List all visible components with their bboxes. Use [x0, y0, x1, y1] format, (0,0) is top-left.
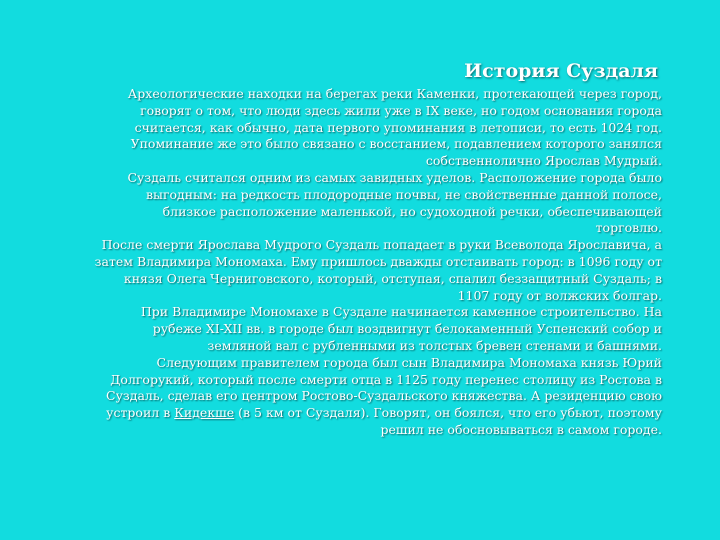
text-line: выгодным: на редкость плодородные почвы, не свойственные данной полосе, [145, 186, 662, 202]
text-line: рубеже XI-XII вв. в городе был воздвигнут белокаменный Успенский собор и [152, 321, 662, 337]
text-line: собственнолично Ярослав Мудрый. [425, 153, 662, 169]
text-line: Суздаль считался одним из самых завидных уделов. Расположение города было [127, 169, 662, 185]
text-line: При Владимире Мономахе в Суздале начинается каменное строительство. На [140, 304, 662, 320]
text-line: близкое расположение маленькой, но судоходной речки, обеспечивающей [162, 203, 662, 219]
body-text [42, 86, 662, 439]
text-line: Археологические находки на берегах реки Каменки, протекающей через город, [127, 86, 662, 101]
page-title: История Суздаля [464, 60, 658, 82]
text-line: говорят о том, что люди здесь жили уже в IX веке, но годом основания города [140, 102, 662, 118]
text-line: 1107 году от волжских болгар. [457, 287, 662, 303]
text-fragment: устроил в [106, 405, 175, 421]
text-line: решил не обосновываться в самом городе. [380, 421, 662, 437]
text-line: земляной вал с рубленными из толстых бревен стенами и башнями. [207, 337, 662, 353]
text-line-with-link [42, 405, 662, 422]
text-line: князя Олега Черниговского, который, отступая, спалил беззащитный Суздаль; в [123, 270, 662, 286]
text-line: Долгорукий, который после смерти отца в 1125 году перенес столицу из Ростова в [110, 371, 662, 387]
kidekshe-link[interactable]: Кидекше [174, 405, 235, 421]
text-line: Упоминание же это было связано с восстанием, подавлением которого занялся [130, 136, 662, 152]
text-line: Суздаль, сделав его центром Ростово-Суздальского княжества. А резиденцию свою [106, 388, 662, 404]
text-line: торговлю. [595, 220, 662, 236]
text-line: считается, как обычно, дата первого упоминания в летописи, то есть 1024 год. [134, 119, 662, 135]
text-line: затем Владимира Мономаха. Ему пришлось дважды отстаивать город: в 1096 году от [94, 253, 662, 269]
text-line: Следующим правителем города был сын Владимира Мономаха князь Юрий [156, 354, 662, 370]
text-line: После смерти Ярослава Мудрого Суздаль попадает в руки Всеволода Ярославича, а [101, 237, 662, 253]
text-fragment: (в 5 км от Суздаля). Говорят, он боялся, что его убьют, поэтому [234, 405, 662, 421]
